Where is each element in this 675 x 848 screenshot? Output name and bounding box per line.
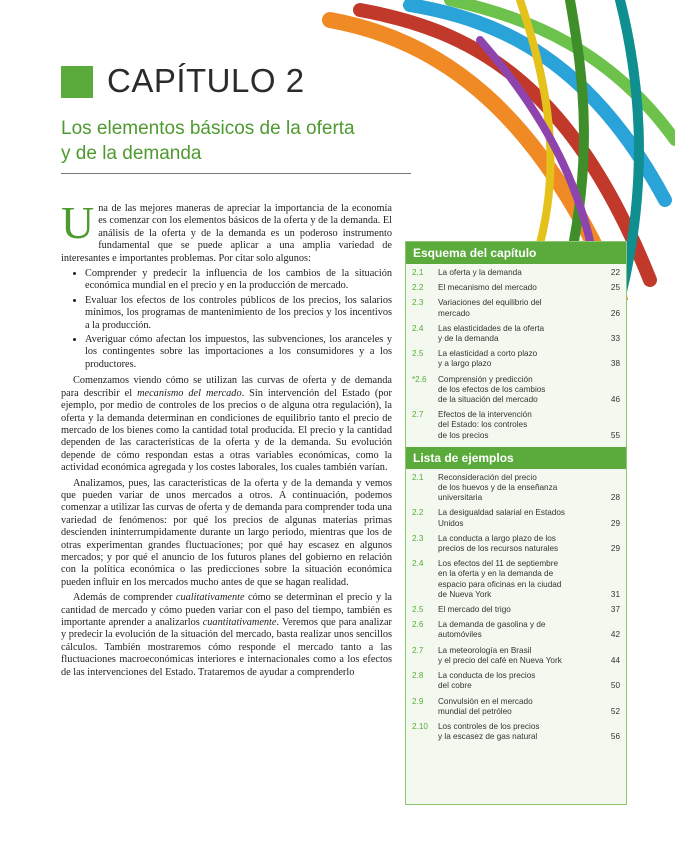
outline-entry-page: 38: [610, 359, 620, 369]
outline-entry-title: Variaciones del equilibrio del mercado: [438, 298, 542, 318]
p4-text-b: cómo se determinan el precio y la cantidad de mercado y cómo pueden variar con el paso del tiempo, también es importante aprender a analizarlos: [61, 592, 392, 628]
example-entry-page: 29: [610, 518, 620, 528]
outline-entry-number: 2.3: [412, 298, 424, 308]
outline-entry[interactable]: [406, 268, 626, 278]
example-entry-number: 2.5: [412, 605, 424, 615]
paragraph-4: [61, 592, 392, 679]
example-entry-page: 28: [610, 493, 620, 503]
outline-entry-number: 2.1: [412, 268, 424, 277]
example-entry[interactable]: [406, 722, 626, 742]
outline-entry[interactable]: [406, 298, 626, 318]
example-entry-title: Los controles de los precios y la escasez de gas natural: [438, 721, 540, 742]
p4-text-c: . Veremos que para analizar y predecir la evolución de la situación del mercado, basta realizar unos sencillos cálculos. También mostraremos cómo responde el mercado tanto a las fluctuaciones macroeconómicas interiores e internacionales como a los efectos de las intervenciones del Estado. Trataremos de ayudar a comprenderlo: [61, 617, 392, 678]
examples-heading: Lista de ejemplos: [406, 447, 626, 469]
outline-entry-page: 46: [610, 395, 620, 405]
example-entry-page: 42: [610, 630, 620, 640]
outline-entry[interactable]: [406, 375, 626, 406]
example-entry-number: 2.7: [412, 645, 424, 655]
example-entry-number: 2.2: [412, 508, 424, 518]
example-entry-title: La meteorología en Brasil y el precio del café en Nueva York: [438, 645, 562, 665]
example-entry[interactable]: [406, 620, 626, 640]
example-entry-page: 52: [610, 706, 620, 716]
example-entry-page: 44: [610, 655, 620, 665]
chapter-title: CAPÍTULO 2: [107, 62, 305, 99]
outline-entry-number: 2.5: [412, 349, 424, 359]
example-entry-number: 2.8: [412, 671, 424, 681]
paragraph-3: Analizamos, pues, las características de la oferta y de la demanda y vemos que pueden variar de unos mercados a otros. A continuación, podemos comenzar a utilizar las curvas de oferta y de demanda para comprender toda una variedad de fenómenos: por qué los precios de algunas materias primas descienden ininterrumpidamente durante un largo periodo, mientras que los de otras experimentan grandes fluctuaciones; por qué hay escasez en algunos mercados; y por qué el anuncio de los futuros planes del gobierno en relación con la política económica o las predicciones sobre la situación económica pueden influir en los mercados mucho antes de que se hagan realidad.: [61, 477, 392, 588]
outline-entry-title: Efectos de la intervención del Estado: los controles de los precios: [438, 410, 532, 440]
example-entry-title: La conducta de los precios del cobre: [438, 671, 536, 691]
example-entry-title: Convulsión en el mercado mundial del petróleo: [438, 696, 533, 716]
outline-entry-number: *2.6: [412, 374, 427, 384]
example-entry-title: El mercado del trigo: [438, 605, 511, 615]
outline-entry-page: 26: [610, 308, 620, 318]
outline-entry[interactable]: [406, 410, 626, 441]
example-entry-number: 2.4: [412, 559, 424, 569]
example-entry[interactable]: [406, 534, 626, 554]
outline-entry-number: 2.4: [412, 323, 424, 333]
p2-text-b: . Sin intervención del Estado (por ejemplo, por medio de controles de los precios o de alguna otra regulación), la oferta y la demanda determinan en condiciones de equilibrio tanto el precio de mercado de los bienes como la cantidad total producida. El precio y la cantidad dependen de las características de la oferta y de la demanda. Su evolución depende de cómo respondan estas a otras variables económicas, como la actividad económica agregada y los costes laborales, los cuales también varían.: [61, 387, 392, 474]
bullet-item: • Comprender y predecir la influencia de los cambios de la situación económica mundial en el precio y en la producción de mercado.: [85, 268, 392, 293]
p4-emphasis-2: cuantitativamente: [202, 617, 277, 628]
outline-list: [406, 264, 626, 441]
outline-entry-page: 55: [610, 430, 620, 440]
example-entry-title: La desigualdad salarial en Estados Unidos: [438, 508, 565, 528]
outline-entry-page: 33: [610, 334, 620, 344]
outline-entry-title: La elasticidad a corto plazo y a largo plazo: [438, 349, 538, 369]
dropcap: U: [61, 197, 95, 248]
example-entry[interactable]: [406, 605, 626, 615]
outline-entry-title: El mecanismo del mercado: [438, 283, 537, 293]
outline-entry-page: 25: [610, 283, 620, 293]
outline-entry[interactable]: [406, 324, 626, 344]
example-entry-number: 2.6: [412, 620, 424, 630]
outline-entry-title: La oferta y la demanda: [438, 268, 522, 277]
example-entry[interactable]: [406, 646, 626, 666]
example-entry[interactable]: [406, 508, 626, 528]
p2-emphasis: mecanismo del mercado: [137, 387, 242, 399]
example-entry-page: 56: [610, 732, 620, 742]
intro-paragraph: [61, 197, 392, 265]
outline-heading: Esquema del capítulo: [406, 242, 626, 264]
outline-entry-page: 22: [610, 268, 620, 277]
example-entry-title: La conducta a largo plazo de los precios de los recursos naturales: [438, 533, 559, 554]
outline-entry-number: 2.7: [412, 410, 424, 420]
example-entry[interactable]: [406, 559, 626, 600]
body-text: [61, 197, 392, 682]
title-divider: [61, 173, 411, 174]
example-entry-title: Reconsideración del precio de los huevos y de la enseñanza universitaria: [438, 472, 558, 503]
bullet-item: • Averiguar cómo afectan los impuestos, las subvenciones, los aranceles y los contingentes sobre las importaciones a los consumidores y a los productores.: [85, 334, 392, 371]
outline-entry-number: 2.2: [412, 283, 424, 293]
p2-text-a: Comenzamos viendo cómo se utilizan las curvas de oferta y de demanda para describir el: [61, 375, 392, 399]
example-entry[interactable]: [406, 671, 626, 691]
example-entry[interactable]: [406, 697, 626, 717]
bullet-item: • Evaluar los efectos de los controles públicos de los precios, los salarios mínimos, los programas de mantenimiento de los precios y los incentivos a la producción.: [85, 295, 392, 332]
examples-list: [406, 469, 626, 742]
chapter-subtitle-line1: Los elementos básicos de la oferta: [61, 118, 355, 139]
example-entry-page: 31: [610, 589, 620, 599]
example-entry-title: La demanda de gasolina y de automóviles: [438, 620, 546, 640]
paragraph-2: [61, 375, 392, 474]
intro-text: na de las mejores maneras de apreciar la importancia de la economía es comenzar con los elementos básicos de la oferta y de la demanda. El análisis de la oferta y de la demanda es un poderoso instrumento fundamental que se puede aplicar a una amplia variedad de interesantes e importantes problemas. Por citar solo algunos:: [61, 203, 392, 264]
example-entry-page: 50: [610, 681, 620, 691]
chapter-marker-square: [61, 66, 93, 98]
outline-entry[interactable]: [406, 283, 626, 293]
outline-entry[interactable]: [406, 349, 626, 369]
example-entry-number: 2.9: [412, 696, 424, 706]
example-entry-title: Los efectos del 11 de septiembre en la oferta y en la demanda de espacio para oficinas en la ciudad de Nueva York: [438, 559, 562, 599]
p4-emphasis-1: cualitativamente: [175, 592, 245, 604]
example-entry[interactable]: [406, 473, 626, 504]
outline-entry-title: Las elasticidades de la oferta y de la demanda: [438, 323, 545, 344]
outline-entry-title: Comprensión y predicción de los efectos de los cambios de la situación del mercado: [438, 374, 546, 405]
example-entry-page: 29: [610, 544, 620, 554]
example-entry-number: 2.3: [412, 533, 424, 543]
example-entry-number: 2.10: [412, 721, 428, 731]
chapter-subtitle: [61, 116, 421, 166]
example-entry-page: 37: [610, 605, 620, 615]
bullet-list: [61, 268, 392, 371]
example-entry-number: 2.1: [412, 472, 424, 482]
chapter-outline-panel: [405, 241, 627, 805]
p4-text-a: Además de comprender: [73, 592, 176, 604]
chapter-subtitle-line2: y de la demanda: [61, 143, 202, 164]
